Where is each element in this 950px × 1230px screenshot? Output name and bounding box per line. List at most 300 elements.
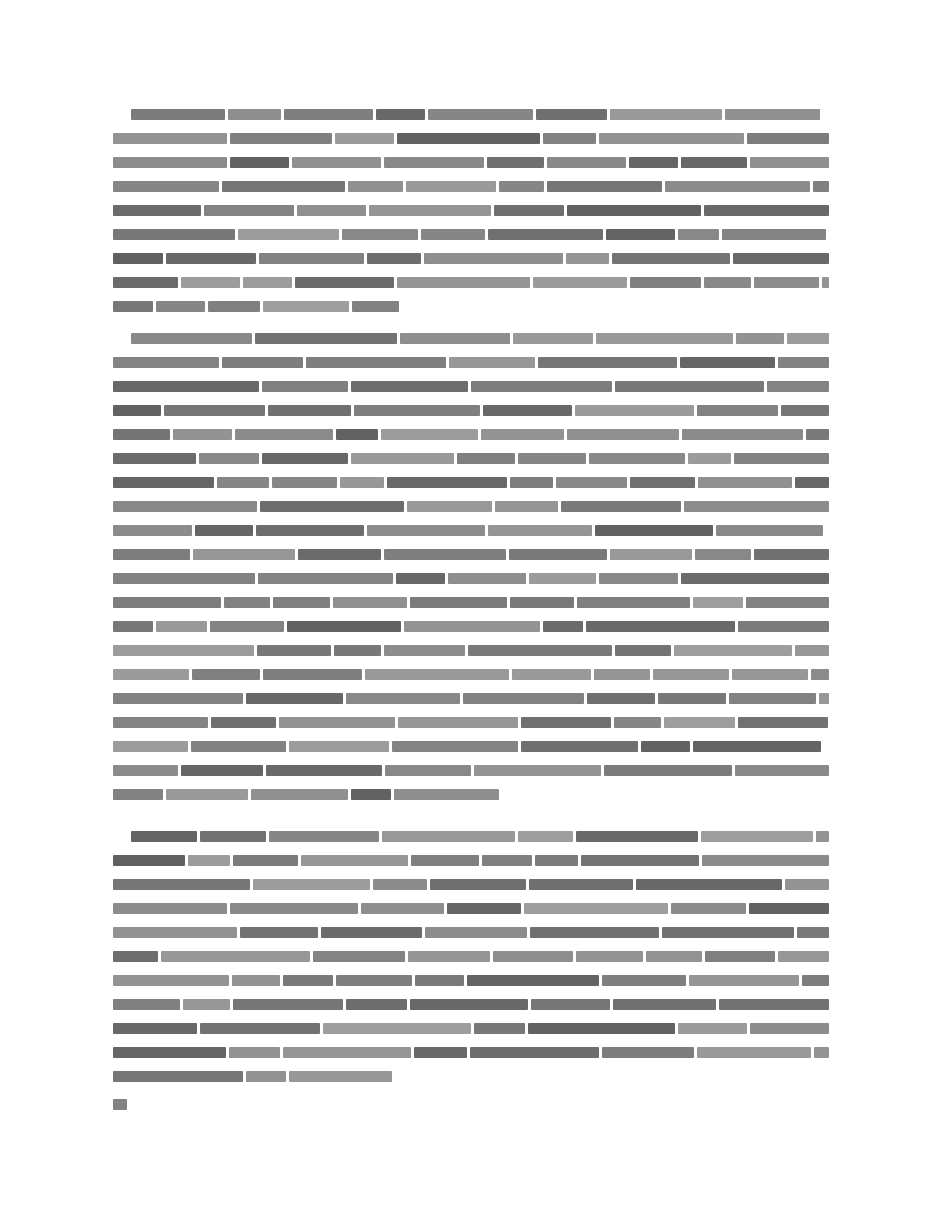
glyph-run [369, 205, 491, 216]
glyph-run [335, 133, 394, 144]
glyph-run [256, 525, 364, 536]
glyph-run [704, 205, 829, 216]
glyph-run [680, 357, 775, 368]
glyph-run [671, 903, 746, 914]
glyph-run [646, 951, 702, 962]
glyph-run [487, 157, 544, 168]
glyph-run [334, 645, 381, 656]
glyph-run [695, 549, 751, 560]
text-line [113, 332, 829, 345]
glyph-run [113, 477, 214, 488]
glyph-run [463, 693, 584, 704]
glyph-run [518, 831, 573, 842]
glyph-run [365, 669, 509, 680]
glyph-run [513, 333, 593, 344]
glyph-run [164, 405, 265, 416]
glyph-run [113, 693, 243, 704]
glyph-run [273, 597, 330, 608]
glyph-run [531, 999, 610, 1010]
glyph-run [665, 181, 810, 192]
glyph-run [754, 277, 819, 288]
glyph-run [494, 205, 564, 216]
glyph-run [734, 453, 829, 464]
glyph-run [232, 975, 280, 986]
glyph-run [381, 429, 478, 440]
glyph-run [636, 879, 782, 890]
glyph-run [738, 621, 829, 632]
text-line [113, 452, 829, 465]
glyph-run [530, 927, 659, 938]
glyph-run [535, 855, 578, 866]
glyph-run [113, 133, 227, 144]
glyph-run [292, 157, 381, 168]
glyph-run [113, 525, 192, 536]
glyph-run [746, 597, 829, 608]
glyph-run [298, 549, 381, 560]
glyph-run [606, 229, 675, 240]
glyph-run [200, 1023, 320, 1034]
glyph-run [397, 133, 540, 144]
text-line [113, 108, 829, 121]
glyph-run [351, 789, 391, 800]
glyph-run [113, 903, 227, 914]
glyph-run [641, 741, 690, 752]
glyph-run [428, 109, 533, 120]
glyph-run [499, 181, 544, 192]
glyph-run [394, 789, 499, 800]
glyph-run [333, 597, 407, 608]
glyph-run [735, 765, 829, 776]
glyph-run [224, 597, 270, 608]
glyph-run [733, 253, 829, 264]
glyph-run [510, 597, 574, 608]
text-line [113, 548, 829, 561]
glyph-run [191, 741, 286, 752]
glyph-run [295, 277, 394, 288]
glyph-run [321, 927, 422, 938]
glyph-run [313, 951, 405, 962]
glyph-run [521, 741, 638, 752]
glyph-run [131, 333, 252, 344]
glyph-run [467, 975, 599, 986]
glyph-run [113, 1047, 226, 1058]
glyph-run [289, 1071, 392, 1082]
glyph-run [392, 741, 518, 752]
glyph-run [581, 855, 699, 866]
glyph-run [414, 1047, 467, 1058]
glyph-run [222, 357, 303, 368]
text-line [113, 380, 829, 393]
glyph-run [230, 157, 289, 168]
glyph-run [493, 951, 573, 962]
glyph-run [468, 645, 612, 656]
text-line [113, 476, 829, 489]
glyph-run [342, 229, 418, 240]
text-line [113, 428, 829, 441]
glyph-run [795, 645, 829, 656]
text-line [113, 668, 829, 681]
glyph-run [586, 621, 735, 632]
glyph-run [181, 765, 263, 776]
glyph-run [287, 621, 401, 632]
glyph-run [732, 669, 808, 680]
glyph-run [615, 381, 764, 392]
glyph-run [482, 855, 532, 866]
glyph-run [495, 501, 558, 512]
glyph-run [266, 765, 382, 776]
glyph-run [587, 693, 655, 704]
glyph-run [384, 645, 465, 656]
text-line [113, 500, 829, 513]
glyph-run [246, 693, 343, 704]
glyph-run [811, 669, 829, 680]
glyph-run [528, 1023, 675, 1034]
glyph-run [750, 157, 829, 168]
glyph-run [323, 1023, 471, 1034]
glyph-run [595, 525, 713, 536]
glyph-run [814, 1047, 829, 1058]
glyph-run [400, 333, 510, 344]
glyph-run [415, 975, 464, 986]
glyph-run [681, 573, 829, 584]
text-line [113, 830, 829, 843]
glyph-run [547, 181, 662, 192]
glyph-run [457, 453, 515, 464]
glyph-run [488, 229, 603, 240]
text-line [113, 180, 829, 193]
glyph-run [211, 717, 276, 728]
glyph-run [736, 333, 784, 344]
glyph-run [702, 855, 829, 866]
glyph-run [410, 999, 528, 1010]
glyph-run [283, 1047, 411, 1058]
text-line [113, 204, 829, 217]
glyph-run [284, 109, 373, 120]
glyph-run [483, 405, 572, 416]
glyph-run [113, 549, 190, 560]
glyph-run [229, 1047, 280, 1058]
glyph-run [408, 951, 490, 962]
glyph-run [567, 429, 679, 440]
text-line [113, 998, 829, 1011]
glyph-run [113, 1071, 243, 1082]
glyph-run [612, 253, 730, 264]
glyph-run [602, 1047, 694, 1058]
glyph-run [474, 1023, 525, 1034]
text-line [113, 1070, 829, 1083]
glyph-run [113, 501, 257, 512]
glyph-run [682, 429, 803, 440]
glyph-run [161, 951, 310, 962]
glyph-run [251, 789, 348, 800]
glyph-run [678, 229, 719, 240]
glyph-run [113, 205, 201, 216]
glyph-run [262, 381, 348, 392]
glyph-run [283, 975, 333, 986]
paragraph-3 [113, 830, 829, 1094]
text-line [113, 764, 829, 777]
glyph-run [778, 357, 829, 368]
glyph-run [384, 157, 484, 168]
text-line [113, 252, 829, 265]
glyph-run [113, 717, 208, 728]
glyph-run [352, 301, 399, 312]
glyph-run [411, 855, 479, 866]
glyph-run [263, 301, 349, 312]
glyph-run [697, 1047, 811, 1058]
glyph-run [113, 357, 219, 368]
glyph-run [447, 903, 521, 914]
text-line [113, 404, 829, 417]
glyph-run [410, 597, 507, 608]
glyph-run [156, 621, 207, 632]
glyph-run [589, 453, 685, 464]
glyph-run [336, 975, 412, 986]
glyph-run [398, 717, 518, 728]
glyph-run [688, 453, 731, 464]
glyph-run [430, 879, 526, 890]
glyph-run [795, 477, 829, 488]
glyph-run [258, 573, 393, 584]
glyph-run [113, 405, 161, 416]
glyph-run [396, 573, 445, 584]
glyph-run [346, 999, 407, 1010]
text-line [113, 788, 829, 801]
glyph-run [471, 381, 612, 392]
text-line [113, 926, 829, 939]
glyph-run [543, 621, 583, 632]
glyph-run [822, 277, 829, 288]
glyph-run [188, 855, 230, 866]
glyph-run [113, 253, 163, 264]
text-line [113, 156, 829, 169]
glyph-run [567, 205, 701, 216]
glyph-run [481, 429, 564, 440]
glyph-run [819, 693, 829, 704]
glyph-run [367, 253, 421, 264]
glyph-run [113, 1099, 127, 1110]
glyph-run [662, 927, 794, 938]
glyph-run [173, 429, 232, 440]
text-line [113, 1022, 829, 1035]
glyph-run [767, 381, 829, 392]
glyph-run [653, 669, 729, 680]
glyph-run [259, 253, 364, 264]
glyph-run [556, 477, 627, 488]
text-line [113, 276, 829, 289]
text-line [113, 1046, 829, 1059]
glyph-run [235, 429, 333, 440]
glyph-run [113, 951, 158, 962]
glyph-run [529, 879, 633, 890]
glyph-run [599, 133, 744, 144]
glyph-run [701, 831, 813, 842]
glyph-run [208, 301, 260, 312]
glyph-run [113, 1023, 197, 1034]
glyph-run [340, 477, 384, 488]
text-line [113, 596, 829, 609]
glyph-run [253, 879, 370, 890]
text-line [113, 1098, 829, 1111]
glyph-run [361, 903, 444, 914]
glyph-run [385, 765, 471, 776]
glyph-run [306, 357, 446, 368]
glyph-run [113, 741, 188, 752]
glyph-run [719, 999, 829, 1010]
glyph-run [684, 501, 829, 512]
glyph-run [575, 405, 694, 416]
glyph-run [113, 277, 178, 288]
glyph-run [113, 181, 219, 192]
text-line [113, 692, 829, 705]
glyph-run [260, 501, 404, 512]
text-line [113, 716, 829, 729]
glyph-run [351, 453, 454, 464]
glyph-run [474, 765, 601, 776]
glyph-run [255, 333, 397, 344]
glyph-run [404, 621, 540, 632]
glyph-run [131, 831, 197, 842]
text-line [113, 974, 829, 987]
glyph-run [113, 597, 221, 608]
glyph-run [113, 645, 254, 656]
text-line [113, 300, 829, 313]
glyph-run [113, 975, 229, 986]
glyph-run [210, 621, 284, 632]
text-line [113, 620, 829, 633]
text-line [113, 356, 829, 369]
glyph-run [222, 181, 345, 192]
glyph-run [747, 133, 829, 144]
glyph-run [610, 109, 722, 120]
glyph-run [192, 669, 260, 680]
glyph-run [488, 525, 592, 536]
glyph-run [113, 381, 259, 392]
glyph-run [543, 133, 596, 144]
glyph-run [797, 927, 829, 938]
glyph-run [193, 549, 295, 560]
paragraph-4 [113, 1098, 829, 1122]
glyph-run [166, 789, 248, 800]
glyph-run [348, 181, 403, 192]
glyph-run [424, 253, 563, 264]
glyph-run [689, 975, 799, 986]
glyph-run [113, 789, 163, 800]
glyph-run [425, 927, 527, 938]
text-line [113, 902, 829, 915]
text-line [113, 854, 829, 867]
glyph-run [166, 253, 256, 264]
glyph-run [630, 277, 701, 288]
glyph-run [510, 477, 553, 488]
glyph-run [289, 741, 389, 752]
glyph-run [382, 831, 515, 842]
glyph-run [577, 597, 690, 608]
glyph-run [518, 453, 586, 464]
glyph-run [230, 133, 332, 144]
glyph-run [376, 109, 425, 120]
glyph-run [113, 621, 153, 632]
glyph-run [529, 573, 596, 584]
glyph-run [257, 645, 331, 656]
glyph-run [802, 975, 829, 986]
glyph-run [813, 181, 829, 192]
glyph-run [704, 277, 751, 288]
glyph-run [470, 1047, 599, 1058]
glyph-run [346, 693, 460, 704]
glyph-run [407, 501, 492, 512]
glyph-run [204, 205, 294, 216]
glyph-run [596, 333, 733, 344]
glyph-run [297, 205, 366, 216]
glyph-run [279, 717, 395, 728]
glyph-run [113, 999, 180, 1010]
glyph-run [113, 453, 196, 464]
glyph-run [113, 765, 178, 776]
glyph-run [524, 903, 668, 914]
glyph-run [547, 157, 626, 168]
glyph-run [230, 903, 358, 914]
glyph-run [113, 879, 250, 890]
glyph-run [599, 573, 678, 584]
glyph-run [533, 277, 627, 288]
text-line [113, 644, 829, 657]
glyph-run [750, 1023, 829, 1034]
glyph-run [787, 333, 829, 344]
glyph-run [629, 157, 678, 168]
glyph-run [246, 1071, 286, 1082]
glyph-run [406, 181, 496, 192]
glyph-run [263, 669, 362, 680]
glyph-run [233, 999, 343, 1010]
glyph-run [354, 405, 480, 416]
glyph-run [698, 477, 792, 488]
text-line [113, 524, 829, 537]
text-line [113, 572, 829, 585]
glyph-run [674, 645, 792, 656]
glyph-run [785, 879, 829, 890]
glyph-run [113, 429, 170, 440]
glyph-run [113, 301, 153, 312]
paragraph-1 [113, 108, 829, 324]
glyph-run [509, 549, 607, 560]
glyph-run [233, 855, 298, 866]
glyph-run [754, 549, 829, 560]
glyph-run [243, 277, 292, 288]
glyph-run [181, 277, 240, 288]
text-line [113, 950, 829, 963]
glyph-run [536, 109, 607, 120]
glyph-run [658, 693, 726, 704]
glyph-run [183, 999, 230, 1010]
glyph-run [113, 229, 235, 240]
glyph-run [195, 525, 253, 536]
glyph-run [778, 951, 829, 962]
glyph-run [781, 405, 829, 416]
glyph-run [387, 477, 507, 488]
glyph-run [268, 405, 351, 416]
glyph-run [113, 855, 185, 866]
glyph-run [131, 109, 225, 120]
glyph-run [113, 157, 227, 168]
glyph-run [664, 717, 735, 728]
glyph-run [705, 951, 775, 962]
glyph-run [240, 927, 318, 938]
glyph-run [678, 1023, 747, 1034]
glyph-run [749, 903, 829, 914]
glyph-run [594, 669, 650, 680]
glyph-run [269, 831, 379, 842]
